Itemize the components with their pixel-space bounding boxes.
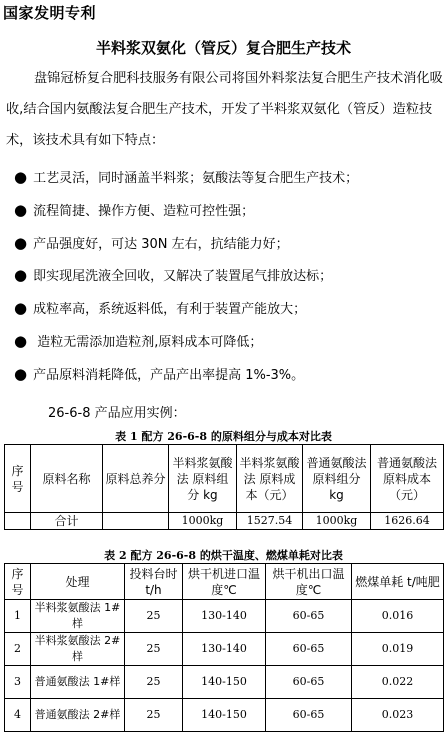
table-cell — [103, 513, 169, 530]
table-header-cell: 半料浆氨酸法 原料组分 kg — [169, 445, 237, 513]
feature-item: ● 造粒无需添加造粒剂,原料成本可降低； — [14, 331, 263, 350]
bullet-icon: ● — [14, 168, 28, 186]
table-cell: 25 — [125, 666, 183, 699]
table-cell: 0.023 — [352, 699, 444, 732]
table-header-cell: 原料名称 — [31, 445, 103, 513]
table-cell: 3 — [5, 666, 31, 699]
table-cell: 2 — [5, 633, 31, 666]
bullet-icon: ● — [14, 331, 28, 350]
table-cell — [5, 513, 31, 530]
table-cell: 140-150 — [183, 699, 266, 732]
table-cell: 普通氨酸法 1#样 — [31, 666, 125, 699]
table-header-cell: 烘干机进口温度℃ — [183, 564, 266, 600]
table-header-cell: 普通氨酸法 原料成本（元） — [371, 445, 444, 513]
example-label: 26-6-8 产品应用实例： — [48, 406, 186, 421]
table-cell: 合计 — [31, 513, 103, 530]
raw-material-table — [4, 444, 444, 530]
table1-caption: 表 1 配方 26-6-8 的原料组分与成本对比表 — [115, 430, 332, 443]
table-row — [5, 699, 444, 732]
table-header-cell: 序号 — [5, 564, 31, 600]
table-header-cell: 烘干机出口温度℃ — [266, 564, 352, 600]
table-cell: 半料浆氨酸法 2#样 — [31, 633, 125, 666]
table-cell: 60-65 — [266, 633, 352, 666]
table-header-cell: 原料总养分 — [103, 445, 169, 513]
table-row — [5, 666, 444, 699]
table-header-cell: 投料台时 t/h — [125, 564, 183, 600]
table-cell: 140-150 — [183, 666, 266, 699]
table-cell: 60-65 — [266, 666, 352, 699]
table-cell: 4 — [5, 699, 31, 732]
table-cell: 1 — [5, 600, 31, 633]
drying-coal-table — [4, 563, 444, 732]
table-header-row — [5, 564, 444, 600]
table-cell: 1000kg — [303, 513, 371, 530]
table-header-cell: 半料浆氨酸法 原料成本（元） — [237, 445, 303, 513]
table-cell: 普通氨酸法 2#样 — [31, 699, 125, 732]
table-cell: 1000kg — [169, 513, 237, 530]
table2-caption: 表 2 配方 26-6-8 的烘干温度、燃煤单耗对比表 — [104, 549, 343, 562]
table-cell: 1626.64 — [371, 513, 444, 530]
table-header-cell: 序号 — [5, 445, 31, 513]
feature-item: ● 成粒率高，系统返料低，有利于装置产能放大； — [14, 299, 307, 318]
feature-item: ● 流程简捷、操作方便、造粒可控性强； — [14, 200, 255, 219]
table-cell: 130-140 — [183, 633, 266, 666]
bullet-icon: ● — [14, 233, 28, 252]
bullet-icon: ● — [14, 266, 28, 285]
feature-item: ● 工艺灵活，同时涵盖半料浆；氨酸法等复合肥生产技术； — [14, 168, 359, 186]
table-row — [5, 600, 444, 633]
feature-item: ● 即实现尾洗液全回收，又解决了装置尾气排放达标； — [14, 266, 333, 285]
feature-list — [14, 161, 444, 391]
table-cell: 25 — [125, 600, 183, 633]
intro-paragraph: 盘锦冠桥复合肥科技服务有限公司将国外料浆法复合肥生产技术消化吸收,结合国内氨酸法复合肥生产技术，开发了半料浆双氨化（管反）造粒技术，该技术具有如下特点： — [6, 71, 443, 148]
feature-item: ● 产品强度好，可达 30N 左右，抗结能力好； — [14, 233, 289, 252]
table-header-cell: 燃煤单耗 t/吨肥 — [352, 564, 444, 600]
bullet-icon: ● — [14, 200, 28, 219]
table-cell: 0.019 — [352, 633, 444, 666]
table-cell: 25 — [125, 633, 183, 666]
document-title: 半料浆双氨化（管反）复合肥生产技术 — [95, 39, 351, 57]
table-cell: 60-65 — [266, 600, 352, 633]
bullet-icon: ● — [14, 299, 28, 318]
table-header-cell: 普通氨酸法 原料组分 kg — [303, 445, 371, 513]
page-header: 国家发明专利 — [3, 4, 97, 22]
table-cell: 0.016 — [352, 600, 444, 633]
table-row — [5, 513, 444, 530]
table-cell: 60-65 — [266, 699, 352, 732]
table-cell: 1527.54 — [237, 513, 303, 530]
table-cell: 半料浆氨酸法 1#样 — [31, 600, 125, 633]
table-cell: 0.022 — [352, 666, 444, 699]
bullet-icon: ● — [14, 364, 28, 383]
table-header-row — [5, 445, 444, 513]
table-cell: 25 — [125, 699, 183, 732]
table-row — [5, 633, 444, 666]
feature-item: ● 产品原料消耗降低，产品产出率提高 1%-3%。 — [14, 364, 305, 383]
table-header-cell: 处理 — [31, 564, 125, 600]
table-cell: 130-140 — [183, 600, 266, 633]
